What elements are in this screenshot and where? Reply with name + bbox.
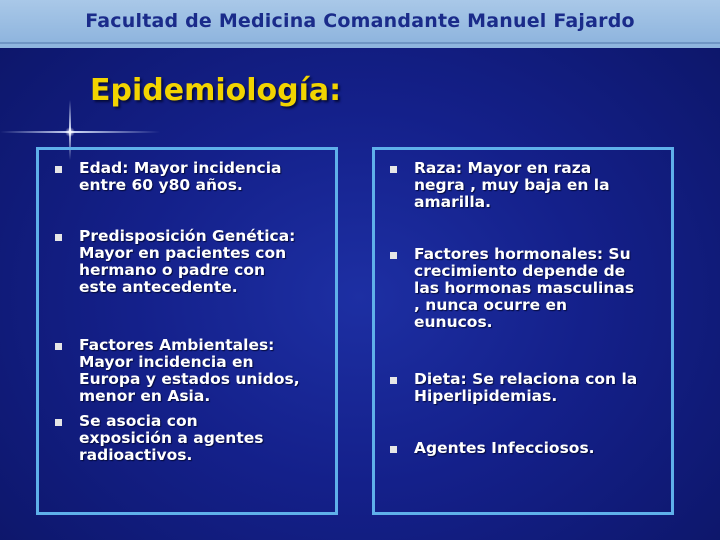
list-item-edad — [55, 160, 281, 194]
list-item-hormonales — [390, 246, 634, 331]
list-item-text: Agentes Infecciosos. — [414, 439, 595, 457]
list-item-raza — [390, 160, 610, 211]
list-item-text: Raza: Mayor en raza negra , muy baja en la amarilla. — [414, 159, 610, 211]
bullet-square-icon — [55, 234, 62, 241]
list-item-text: Edad: Mayor incidencia entre 60 y80 años. — [79, 159, 282, 194]
slide-title: Epidemiología: — [90, 73, 342, 108]
bullet-square-icon — [55, 343, 62, 350]
bullet-square-icon — [390, 252, 397, 259]
bullet-square-icon — [55, 419, 62, 426]
bullet-square-icon — [55, 166, 62, 173]
header-bar — [0, 0, 720, 44]
list-item-text: Factores hormonales: Su crecimiento depende de las hormonas masculinas , nunca ocurre en eunucos. — [414, 245, 635, 331]
sparkle-glow — [65, 127, 75, 137]
bullet-square-icon — [390, 446, 397, 453]
list-item-radioactivos — [55, 413, 263, 464]
list-item-infecciosos — [390, 440, 595, 457]
list-item-text: Dieta: Se relaciona con la Hiperlipidemias. — [414, 370, 638, 405]
list-item-ambientales — [55, 337, 300, 405]
list-item-predisposicion — [55, 228, 295, 296]
header-title: Facultad de Medicina Comandante Manuel Fajardo — [85, 10, 635, 32]
sparkle-decoration — [0, 131, 160, 133]
bullet-square-icon — [390, 166, 397, 173]
bullet-square-icon — [390, 377, 397, 384]
list-item-text: Predisposición Genética: Mayor en pacientes con hermano o padre con este antecedente. — [79, 227, 296, 296]
list-item-text: Factores Ambientales: Mayor incidencia en Europa y estados unidos, menor en Asia. — [79, 336, 300, 405]
header-divider — [0, 44, 720, 48]
list-item-text: Se asocia con exposición a agentes radioactivos. — [79, 412, 264, 464]
list-item-dieta — [390, 371, 637, 405]
